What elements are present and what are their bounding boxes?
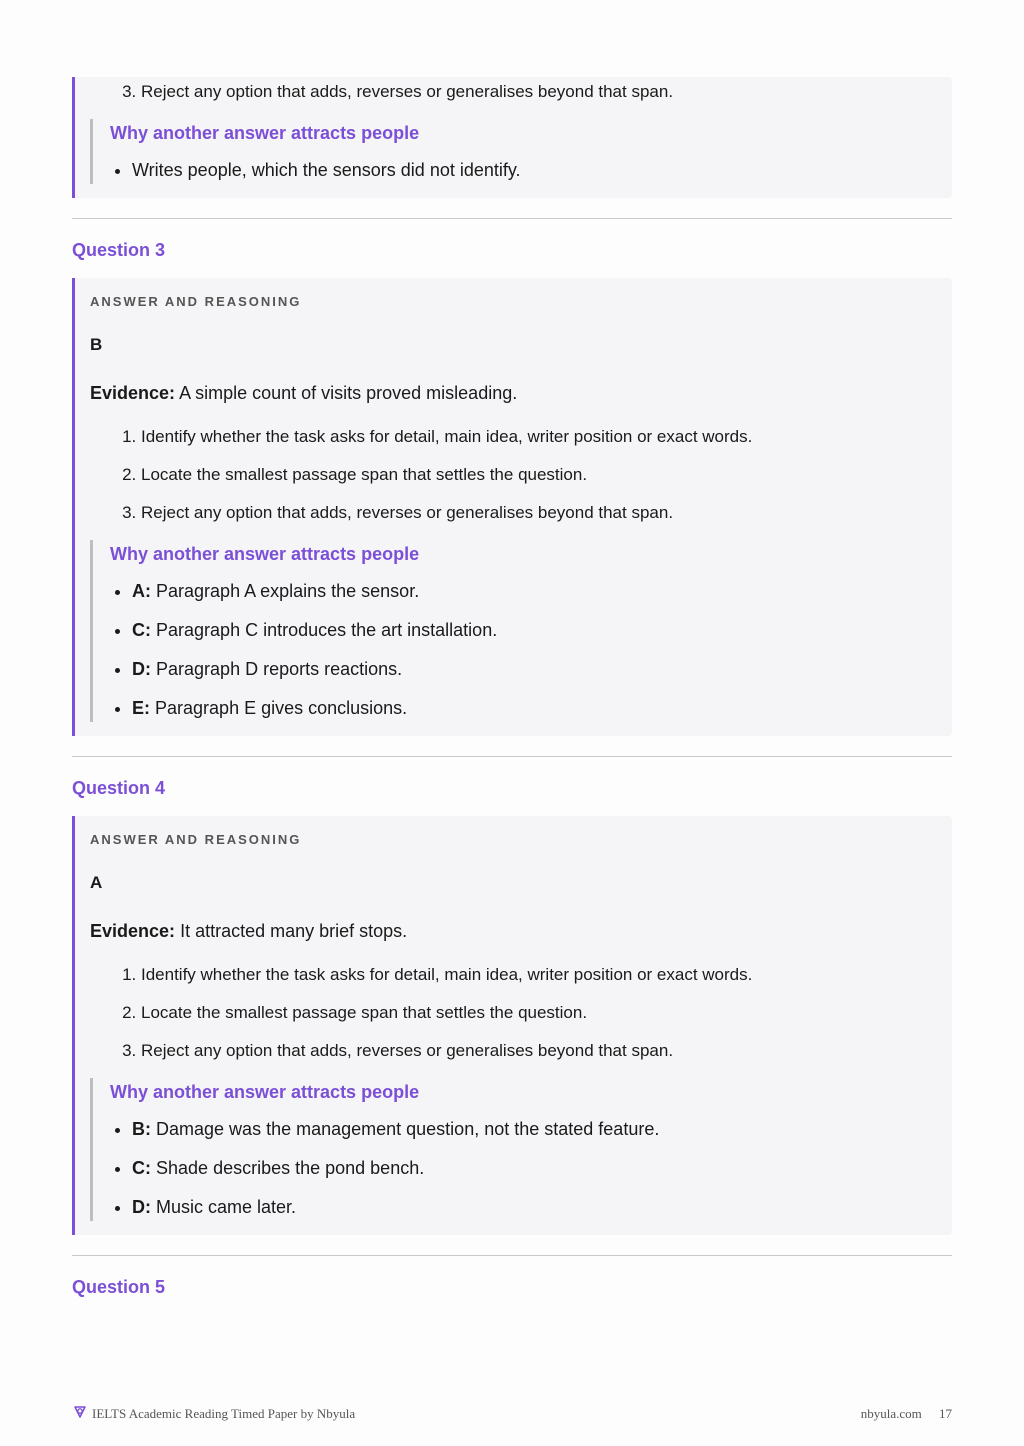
- answer-label: ANSWER AND REASONING: [90, 832, 302, 847]
- distractor-section: [90, 1078, 934, 1221]
- step-item: 2. Locate the smallest passage span that settles the question.: [141, 464, 934, 486]
- question-4-title: Question 4: [72, 778, 166, 798]
- step-item: 2. Locate the smallest passage span that settles the question.: [141, 1002, 934, 1024]
- reasoning-steps: [90, 81, 934, 103]
- step-item: 1. Identify whether the task asks for detail, main idea, writer position or exact words.: [141, 426, 934, 448]
- divider: [72, 218, 952, 219]
- step-item: 3. Reject any option that adds, reverses or generalises beyond that span.: [141, 81, 934, 103]
- distractor-list: [110, 580, 934, 720]
- distractor-title: Why another answer attracts people: [110, 123, 420, 143]
- question-5-title: Question 5: [72, 1277, 166, 1297]
- step-item: 3. Reject any option that adds, reverses or generalises beyond that span.: [141, 1040, 934, 1062]
- step-item: 3. Reject any option that adds, reverses or generalises beyond that span.: [141, 502, 934, 524]
- divider: [72, 1255, 952, 1256]
- distractor-item: • C: Paragraph C introduces the art installation.: [132, 619, 934, 642]
- page-content: [72, 0, 952, 1315]
- evidence: Evidence: It attracted many brief stops.: [90, 921, 408, 941]
- distractor-item: • D: Paragraph D reports reactions.: [132, 658, 934, 681]
- distractor-title: Why another answer attracts people: [110, 1082, 420, 1102]
- nbyula-logo-icon: [72, 1404, 88, 1424]
- distractor-item: • A: Paragraph A explains the sensor.: [132, 580, 934, 603]
- divider: [72, 756, 952, 757]
- question-3-title: Question 3: [72, 240, 166, 260]
- footer-site-link[interactable]: nbyula.com: [860, 1406, 922, 1421]
- step-item: 1. Identify whether the task asks for detail, main idea, writer position or exact words.: [141, 964, 934, 986]
- distractor-item: • C: Shade describes the pond bench.: [132, 1157, 934, 1180]
- distractor-item: • E: Paragraph E gives conclusions.: [132, 697, 934, 720]
- answer-value: A: [90, 873, 103, 892]
- answer-box-q4: [72, 816, 952, 1235]
- footer-brand: [72, 1404, 355, 1424]
- answer-box-q2-continued: [72, 77, 952, 198]
- distractor-list: [110, 159, 934, 182]
- page-number: 17: [939, 1406, 952, 1421]
- page-footer: [72, 1404, 952, 1424]
- footer-right: [847, 1406, 952, 1422]
- distractor-title: Why another answer attracts people: [110, 544, 420, 564]
- distractor-section: [90, 540, 934, 722]
- distractor-list: [110, 1118, 934, 1219]
- footer-title: IELTS Academic Reading Timed Paper by Nbyula: [92, 1406, 356, 1421]
- reasoning-steps: [90, 426, 934, 524]
- distractor-section: [90, 119, 934, 184]
- answer-label: ANSWER AND REASONING: [90, 294, 302, 309]
- distractor-item: • Writes people, which the sensors did not identify.: [132, 159, 934, 182]
- reasoning-steps: [90, 964, 934, 1062]
- answer-value: B: [90, 335, 103, 354]
- answer-box-q3: [72, 278, 952, 736]
- distractor-item: • D: Music came later.: [132, 1196, 934, 1219]
- distractor-item: • B: Damage was the management question, not the stated feature.: [132, 1118, 934, 1141]
- evidence: Evidence: A simple count of visits proved misleading.: [90, 383, 518, 403]
